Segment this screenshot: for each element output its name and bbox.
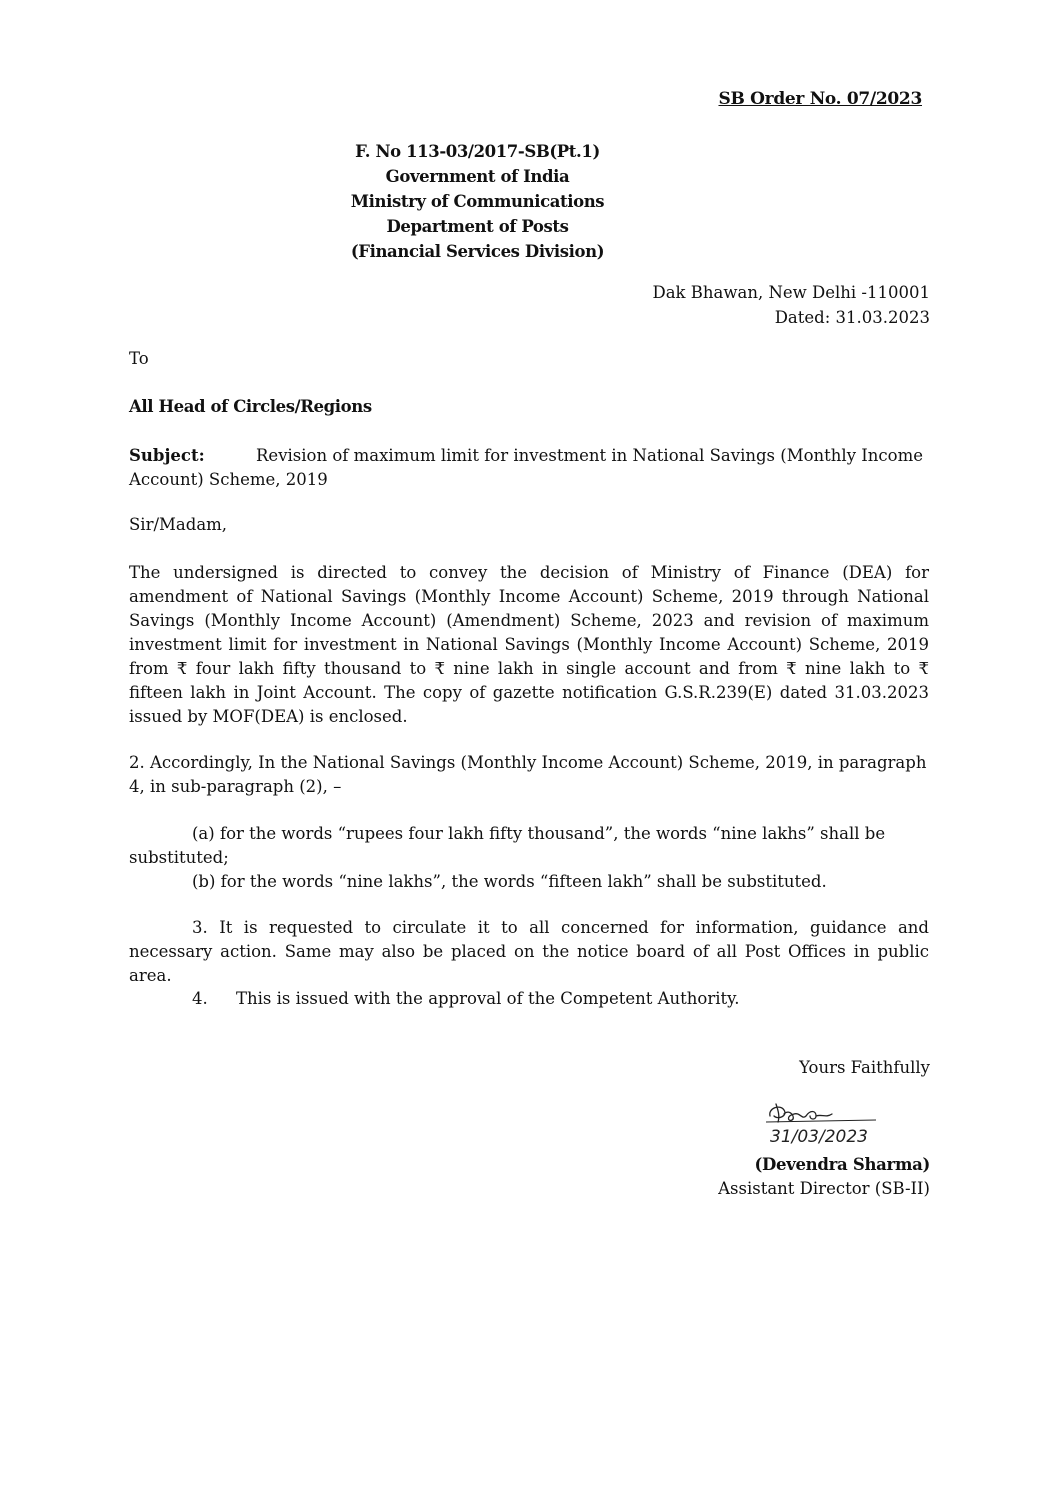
letter-date: Dated: 31.03.2023 [774, 308, 930, 327]
paragraph-4-number: 4. [192, 989, 208, 1008]
recipient: All Head of Circles/Regions [129, 397, 372, 416]
paragraph-4-text: This is issued with the approval of the Competent Authority. [236, 989, 740, 1008]
subject-label: Subject: [129, 446, 205, 465]
to-label: To [129, 349, 149, 368]
signer-title: Assistant Director (SB-II) [718, 1179, 930, 1198]
signature-date: 31/03/2023 [770, 1127, 868, 1147]
government-name: Government of India [385, 167, 570, 186]
order-number: SB Order No. 07/2023 [718, 89, 922, 109]
subject-text: Revision of maximum limit for investment in National Savings (Monthly Income Account) Scheme, 2019 [129, 446, 923, 489]
address-block [652, 280, 930, 330]
department-name: Department of Posts [386, 217, 569, 236]
file-number: F. No 113-03/2017-SB(Pt.1) [355, 142, 600, 161]
paragraph-2: 2. Accordingly, In the National Savings (Monthly Income Account) Scheme, 2019, in paragraph 4, in sub-paragraph (2), – [129, 753, 927, 796]
division-name: (Financial Services Division) [350, 242, 605, 261]
paragraph-4 [192, 987, 932, 1011]
paragraph-3: 3. It is requested to circulate it to all concerned for information, guidance and necessary action. Same may also be placed on the notice board of all Post Offices in public area. [129, 918, 929, 985]
ministry-name: Ministry of Communications [350, 192, 605, 211]
paragraph-1: The undersigned is directed to convey the decision of Ministry of Finance (DEA) for amendment of National Savings (Monthly Income Account) Scheme, 2019 through National Savings (Monthly Income Account) (Amendment) Scheme, 2023 and revision of maximum investment limit for investment in National Savings (Monthly Income Account) Scheme, 2019 from ₹ four lakh fifty thousand to ₹ nine lakh in single account and from ₹ nine lakh to ₹ fifteen lakh in Joint Account. The copy of gazette notification G.S.R.239(E) dated 31.03.2023 issued by MOF(DEA) is enclosed. [129, 563, 929, 726]
subject-line [129, 444, 929, 492]
salutation: Sir/Madam, [129, 515, 228, 534]
office-address: Dak Bhawan, New Delhi -110001 [652, 283, 930, 302]
signer-name: (Devendra Sharma) [754, 1155, 930, 1174]
closing: Yours Faithfully [799, 1058, 930, 1077]
sub-clause-a: (a) for the words “rupees four lakh fifty thousand”, the words “nine lakhs” shall be substituted; [129, 824, 886, 867]
letterhead [280, 139, 675, 264]
sub-clause-b: (b) for the words “nine lakhs”, the words “fifteen lakh” shall be substituted. [192, 872, 827, 891]
handwritten-signature [758, 1098, 933, 1148]
